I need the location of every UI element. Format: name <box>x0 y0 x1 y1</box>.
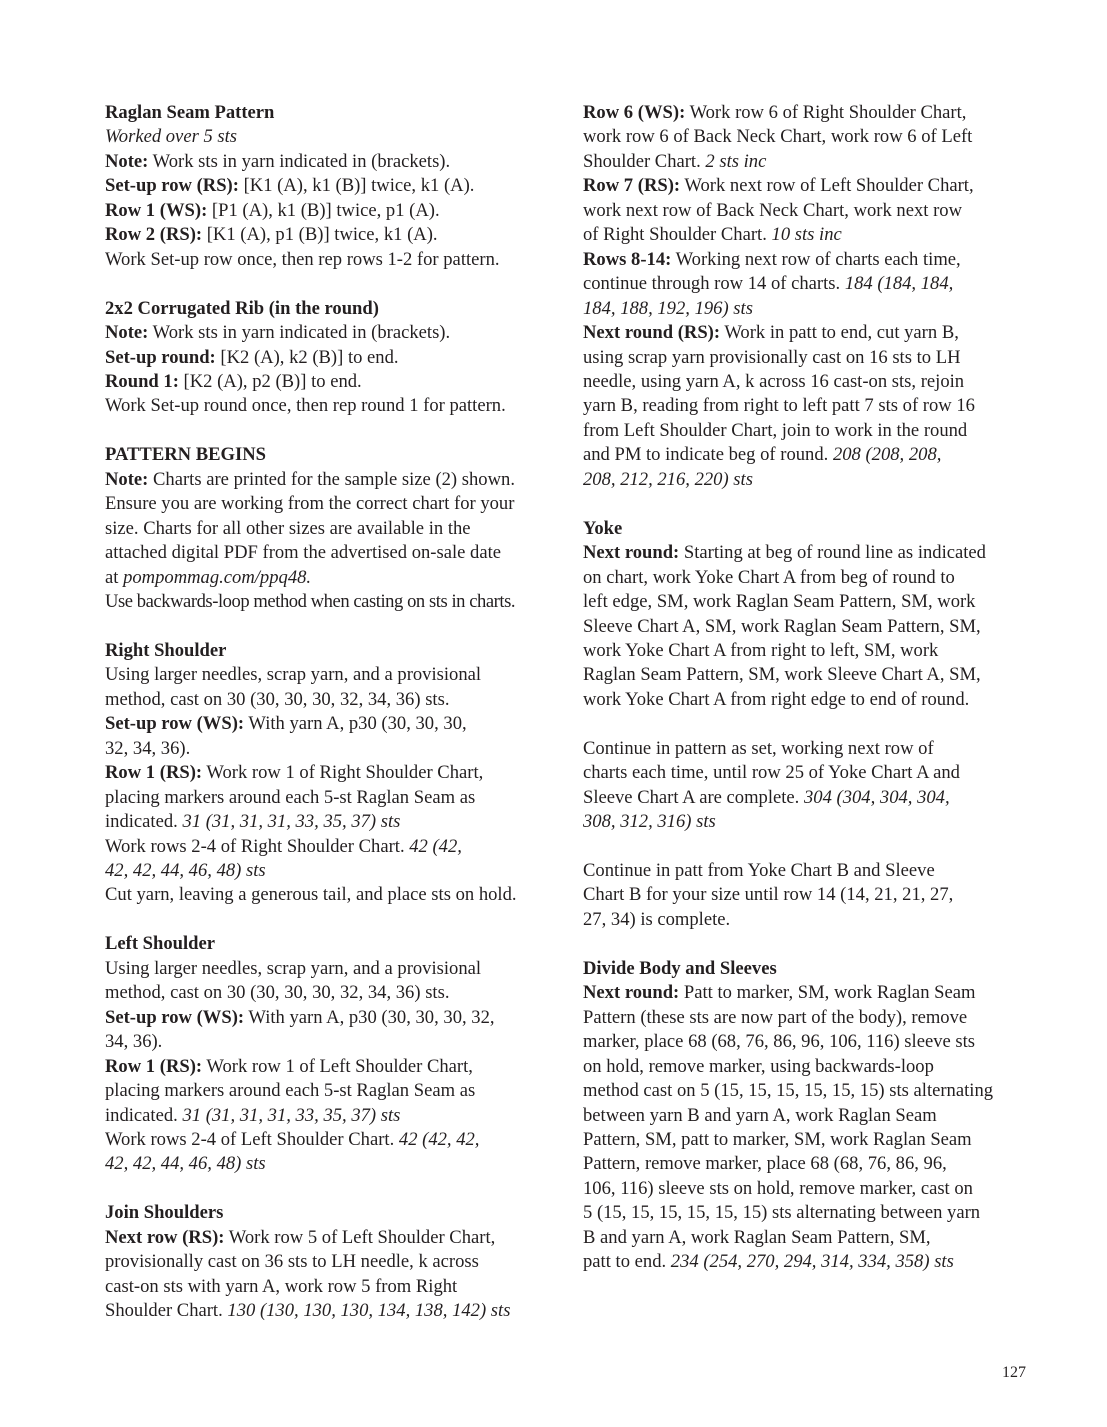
right-column <box>583 101 1023 1299</box>
instruction-text: Work row 5 of Left Shoulder Chart, <box>224 1226 496 1248</box>
stitch-count: 208, 212, 216, 220) sts <box>583 468 753 490</box>
stitch-count: 42 (42, 42, <box>398 1128 480 1150</box>
text-line <box>583 1030 1023 1054</box>
text-line <box>583 1055 1023 1079</box>
text-line <box>105 468 565 492</box>
section-yoke <box>583 517 1023 713</box>
instruction-text: Using larger needles, scrap yarn, and a provisional <box>105 664 482 686</box>
instruction-text: Cut yarn, leaving a generous tail, and place sts on hold. <box>105 884 517 906</box>
instruction-text: indicated. <box>105 811 183 833</box>
instruction-text: Continue in pattern as set, working next row of <box>583 737 934 759</box>
instruction-text: Using larger needles, scrap yarn, and a provisional <box>105 957 482 979</box>
text-line <box>583 1226 1023 1250</box>
text-line <box>105 688 565 712</box>
text-line <box>105 394 565 418</box>
instruction-text: Work rows 2-4 of Right Shoulder Chart. <box>105 835 410 857</box>
text-line <box>105 981 565 1005</box>
text-line <box>583 419 1023 443</box>
section-heading: Left Shoulder <box>105 933 216 955</box>
text-line <box>105 346 565 370</box>
section-heading: Divide Body and Sleeves <box>583 957 777 979</box>
instruction-text: Work sts in yarn indicated in (brackets). <box>148 322 451 344</box>
instruction-text: Starting at beg of round line as indicated <box>679 542 986 564</box>
section-heading: Join Shoulders <box>105 1202 224 1224</box>
text-line <box>105 737 565 761</box>
text-line <box>583 1201 1023 1225</box>
text-line <box>583 321 1023 345</box>
instruction-text: Sleeve Chart A, SM, work Raglan Seam Pattern, SM, <box>583 615 981 637</box>
instruction-text: marker, place 68 (68, 76, 86, 96, 106, 116) sleeve sts <box>583 1031 976 1053</box>
instruction-text: charts each time, until row 25 of Yoke Chart A and <box>583 762 960 784</box>
text-line <box>583 1128 1023 1152</box>
section-heading: Yoke <box>583 517 623 539</box>
instruction-text: from Left Shoulder Chart, join to work in the round <box>583 419 968 441</box>
text-line <box>583 394 1023 418</box>
text-line <box>105 761 565 785</box>
stitch-count: 184 (184, 184, <box>844 273 954 295</box>
text-line <box>583 346 1023 370</box>
stitch-count: 304 (304, 304, 304, <box>803 786 950 808</box>
instruction-text: on hold, remove marker, using backwards-loop <box>583 1055 934 1077</box>
text-line <box>583 639 1023 663</box>
instruction-text: needle, using yarn A, k across 16 cast-on sts, rejoin <box>583 370 965 392</box>
stitch-count: 130 (130, 130, 130, 134, 138, 142) sts <box>227 1300 511 1322</box>
text-line <box>583 761 1023 785</box>
text-line <box>583 590 1023 614</box>
section-divide-body-and-sleeves <box>583 957 1023 1275</box>
section-2x2-corrugated-rib-in-the-round <box>105 297 565 419</box>
instruction-text: method cast on 5 (15, 15, 15, 15, 15, 15) sts alternating <box>583 1080 994 1102</box>
instruction-text: work next row of Back Neck Chart, work next row <box>583 199 963 221</box>
instruction-text: cast-on sts with yarn A, work row 5 from Right <box>105 1275 458 1297</box>
section-right-shoulder <box>105 639 565 908</box>
text-line <box>105 590 565 614</box>
instruction-text: Work sts in yarn indicated in (brackets). <box>148 150 451 172</box>
text-line <box>583 566 1023 590</box>
text-line <box>583 443 1023 467</box>
section-raglan-seam-pattern <box>105 101 565 272</box>
text-line <box>583 272 1023 296</box>
text-line <box>105 1299 565 1323</box>
instruction-text: Work rows 2-4 of Left Shoulder Chart. <box>105 1128 399 1150</box>
text-line <box>105 1055 565 1079</box>
instruction-text: continue through row 14 of charts. <box>583 273 845 295</box>
instruction-text: placing markers around each 5-st Raglan Seam as <box>105 786 476 808</box>
instruction-text: of Right Shoulder Chart. <box>583 224 772 246</box>
instruction-text: Continue in patt from Yoke Chart B and Sleeve <box>583 860 935 881</box>
instruction-text: [P1 (A), k1 (B)] twice, p1 (A). <box>207 199 440 221</box>
instruction-text: Patt to marker, SM, work Raglan Seam <box>679 982 976 1004</box>
section-pattern-begins <box>105 443 565 614</box>
text-line <box>583 223 1023 247</box>
section-continued <box>583 101 1023 492</box>
text-line <box>105 150 565 174</box>
text-line <box>105 712 565 736</box>
stitch-count: Worked over 5 sts <box>105 126 238 148</box>
stitch-count: 31 (31, 31, 31, 33, 35, 37) sts <box>182 1104 401 1126</box>
instruction-text: work Yoke Chart A from right to left, SM, work <box>583 639 939 661</box>
stitch-count: 42, 42, 44, 46, 48) sts <box>105 860 266 881</box>
section-heading: PATTERN BEGINS <box>105 444 267 466</box>
instruction-text: on chart, work Yoke Chart A from beg of round to <box>583 566 955 588</box>
instruction-text: yarn B, reading from right to left patt 7 sts of row 16 <box>583 395 975 417</box>
stitch-count: 31 (31, 31, 31, 33, 35, 37) sts <box>182 811 401 833</box>
text-line <box>105 566 565 590</box>
instruction-text: Raglan Seam Pattern, SM, work Sleeve Chart A, SM, <box>583 664 981 686</box>
instruction-text: Work row 1 of Right Shoulder Chart, <box>202 762 484 784</box>
instruction-text: With yarn A, p30 (30, 30, 30, 32, <box>244 1006 495 1028</box>
text-line <box>105 370 565 394</box>
instruction-label: Next round: <box>583 982 680 1004</box>
stitch-count: 2 sts inc <box>705 150 767 172</box>
text-line <box>583 1079 1023 1103</box>
section-heading: Raglan Seam Pattern <box>105 102 275 123</box>
instruction-label: Note: <box>105 150 149 172</box>
text-line <box>105 248 565 272</box>
instruction-label: Set-up row (WS): <box>105 1006 245 1028</box>
instruction-text: indicated. <box>105 1104 183 1126</box>
text-line <box>583 981 1023 1005</box>
instruction-text: Work Set-up row once, then rep rows 1-2 for pattern. <box>105 248 500 270</box>
section-join-shoulders <box>105 1201 565 1323</box>
instruction-text: between yarn B and yarn A, work Raglan Seam <box>583 1104 937 1126</box>
instruction-text: 34, 36). <box>105 1031 163 1053</box>
instruction-text: [K2 (A), p2 (B)] to end. <box>178 370 362 392</box>
text-line <box>105 321 565 345</box>
text-line <box>583 468 1023 492</box>
section-left-shoulder <box>105 932 565 1177</box>
text-line <box>583 297 1023 321</box>
instruction-text: Pattern, remove marker, place 68 (68, 76, 86, 96, <box>583 1153 947 1175</box>
instruction-label: Set-up row (RS): <box>105 175 239 197</box>
text-line <box>105 223 565 247</box>
text-line <box>583 101 1023 125</box>
text-line <box>583 1152 1023 1176</box>
text-line <box>105 1152 565 1176</box>
text-line <box>105 1250 565 1274</box>
text-line <box>583 859 1023 883</box>
instruction-text: [K2 (A), k2 (B)] to end. <box>215 346 399 368</box>
stitch-count: 10 sts inc <box>771 224 842 246</box>
stitch-count: 42, 42, 44, 46, 48) sts <box>105 1153 266 1175</box>
instruction-text: Work row 1 of Left Shoulder Chart, <box>202 1055 473 1077</box>
text-line <box>583 1250 1023 1274</box>
stitch-count: 308, 312, 316) sts <box>583 811 716 833</box>
instruction-text: Sleeve Chart A are complete. <box>583 786 804 808</box>
section-continued <box>583 859 1023 932</box>
text-line <box>105 1006 565 1030</box>
instruction-label: Row 1 (RS): <box>105 1055 203 1077</box>
instruction-text: and PM to indicate beg of round. <box>583 444 833 466</box>
text-line <box>583 370 1023 394</box>
stitch-count: 208 (208, 208, <box>832 444 942 466</box>
text-line <box>105 883 565 907</box>
instruction-text: Pattern (these sts are now part of the body), remove <box>583 1006 968 1028</box>
text-line <box>105 957 565 981</box>
text-line <box>105 810 565 834</box>
text-line <box>583 663 1023 687</box>
instruction-label: Note: <box>105 322 149 344</box>
instruction-text: Work Set-up round once, then rep round 1 for pattern. <box>105 395 506 417</box>
instruction-label: Round 1: <box>105 370 179 392</box>
instruction-text: placing markers around each 5-st Raglan Seam as <box>105 1080 476 1102</box>
text-line <box>583 541 1023 565</box>
instruction-text: attached digital PDF from the advertised on-sale date <box>105 542 502 564</box>
instruction-text: Work row 6 of Right Shoulder Chart, <box>685 102 967 123</box>
text-line <box>583 248 1023 272</box>
stitch-count: 234 (254, 270, 294, 314, 334, 358) sts <box>670 1251 954 1273</box>
stitch-count: 184, 188, 192, 196) sts <box>583 297 753 319</box>
instruction-text: method, cast on 30 (30, 30, 30, 32, 34, 36) sts. <box>105 982 450 1004</box>
text-line <box>583 1006 1023 1030</box>
text-line <box>105 174 565 198</box>
text-line <box>105 663 565 687</box>
instruction-label: Row 2 (RS): <box>105 224 203 246</box>
instruction-text: Chart B for your size until row 14 (14, 21, 21, 27, <box>583 884 954 906</box>
page-number: 127 <box>1002 1364 1026 1381</box>
stitch-count: pompommag.com/ppq48. <box>123 566 312 588</box>
instruction-text: Shoulder Chart. <box>583 150 706 172</box>
instruction-text: method, cast on 30 (30, 30, 30, 32, 34, 36) sts. <box>105 688 450 710</box>
instruction-label: Rows 8-14: <box>583 248 672 270</box>
instruction-label: Row 1 (RS): <box>105 762 203 784</box>
instruction-text: Working next row of charts each time, <box>671 248 961 270</box>
text-line <box>105 1275 565 1299</box>
text-line <box>583 786 1023 810</box>
text-line <box>583 737 1023 761</box>
text-line <box>105 517 565 541</box>
text-line <box>583 615 1023 639</box>
instruction-text: Ensure you are working from the correct chart for your <box>105 493 515 515</box>
text-line <box>105 1128 565 1152</box>
instruction-text: With yarn A, p30 (30, 30, 30, <box>244 713 467 735</box>
instruction-text: 27, 34) is complete. <box>583 908 731 930</box>
text-line <box>583 1104 1023 1128</box>
section-heading: Right Shoulder <box>105 639 227 661</box>
instruction-text: work row 6 of Back Neck Chart, work row 6 of Left <box>583 126 973 148</box>
instruction-text: Work next row of Left Shoulder Chart, <box>680 175 974 197</box>
instruction-text: Use backwards-loop method when casting on sts in charts. <box>105 591 516 613</box>
text-line <box>583 1177 1023 1201</box>
instruction-text: Charts are printed for the sample size (2) shown. <box>148 468 515 490</box>
stitch-count: 42 (42, <box>409 835 462 857</box>
text-line <box>583 125 1023 149</box>
instruction-text: provisionally cast on 36 sts to LH needle, k across <box>105 1251 479 1273</box>
text-line <box>105 1079 565 1103</box>
text-line <box>583 174 1023 198</box>
text-line <box>105 1030 565 1054</box>
instruction-text: patt to end. <box>583 1251 671 1273</box>
text-line <box>583 810 1023 834</box>
instruction-text: using scrap yarn provisionally cast on 16 sts to LH <box>583 346 961 368</box>
instruction-text: at <box>105 566 124 588</box>
section-continued <box>583 737 1023 835</box>
instruction-label: Next round (RS): <box>583 322 721 344</box>
instruction-text: [K1 (A), p1 (B)] twice, k1 (A). <box>202 224 438 246</box>
instruction-text: left edge, SM, work Raglan Seam Pattern, SM, work <box>583 591 976 613</box>
text-line <box>105 1226 565 1250</box>
instruction-label: Row 1 (WS): <box>105 199 208 221</box>
text-line <box>105 199 565 223</box>
instruction-text: 5 (15, 15, 15, 15, 15, 15) sts alternating between yarn <box>583 1202 981 1224</box>
text-line <box>105 125 565 149</box>
instruction-text: [K1 (A), k1 (B)] twice, k1 (A). <box>238 175 475 197</box>
instruction-label: Row 7 (RS): <box>583 175 681 197</box>
text-line <box>105 541 565 565</box>
instruction-label: Set-up row (WS): <box>105 713 245 735</box>
text-line <box>583 150 1023 174</box>
instruction-text: B and yarn A, work Raglan Seam Pattern, SM, <box>583 1226 931 1248</box>
text-line <box>583 883 1023 907</box>
instruction-label: Set-up round: <box>105 346 216 368</box>
left-column <box>105 101 565 1348</box>
text-line <box>583 908 1023 932</box>
instruction-label: Next round: <box>583 542 680 564</box>
section-heading: 2x2 Corrugated Rib (in the round) <box>105 297 379 319</box>
instruction-label: Row 6 (WS): <box>583 102 686 123</box>
instruction-text: work Yoke Chart A from right edge to end of round. <box>583 688 970 710</box>
text-line <box>583 688 1023 712</box>
instruction-text: size. Charts for all other sizes are available in the <box>105 517 471 539</box>
instruction-text: Work in patt to end, cut yarn B, <box>720 322 959 344</box>
text-line <box>105 1104 565 1128</box>
text-line <box>105 859 565 883</box>
instruction-label: Next row (RS): <box>105 1226 225 1248</box>
text-line <box>105 492 565 516</box>
text-line <box>105 786 565 810</box>
instruction-label: Note: <box>105 468 149 490</box>
instruction-text: Shoulder Chart. <box>105 1300 228 1322</box>
instruction-text: Pattern, SM, patt to marker, SM, work Raglan Seam <box>583 1128 972 1150</box>
text-line <box>583 199 1023 223</box>
instruction-text: 106, 116) sleeve sts on hold, remove marker, cast on <box>583 1177 973 1199</box>
instruction-text: 32, 34, 36). <box>105 737 191 759</box>
text-line <box>105 835 565 859</box>
